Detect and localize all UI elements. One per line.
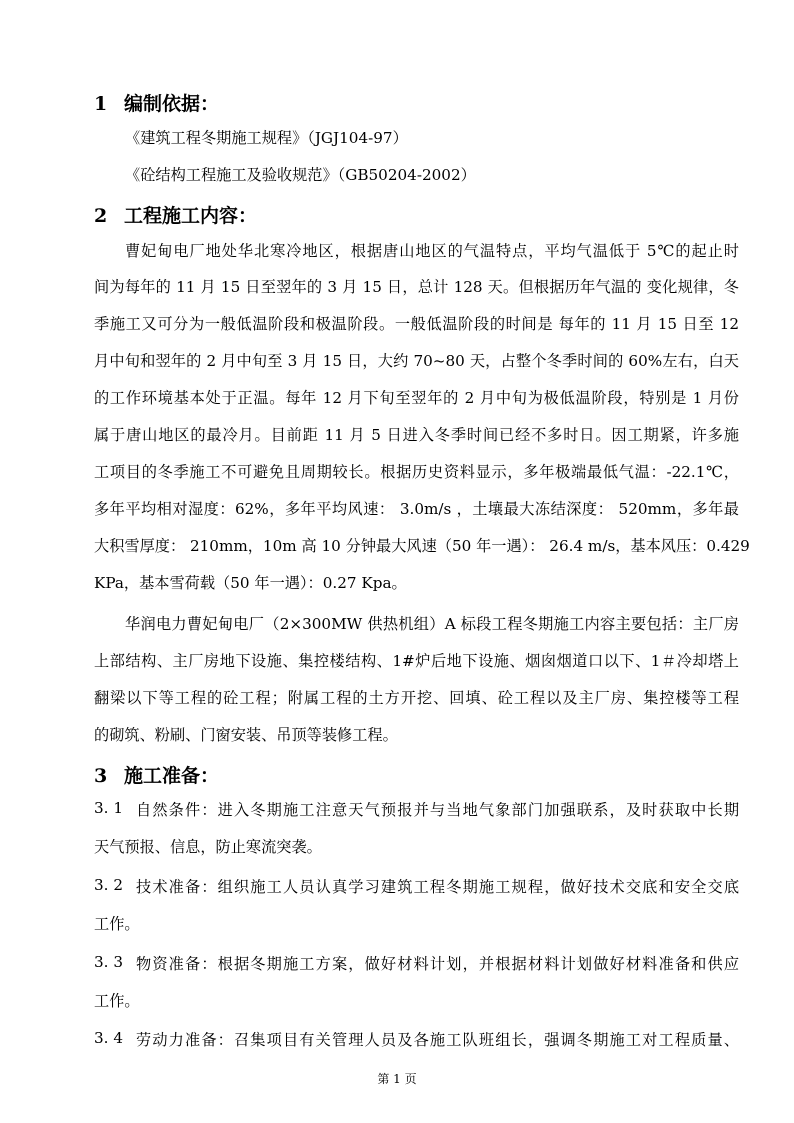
item-line: 自然条件：进入冬期施工注意天气预报并与当地气象部门加强联系，及时获取中长期: [136, 801, 739, 819]
section-title: 施工准备：: [124, 765, 220, 787]
paragraph-line: 翻梁以下等工程的砼工程；附属工程的土方开挖、回填、砼工程以及主厂房、集控楼等工程: [94, 689, 739, 707]
section-number: 1: [94, 93, 108, 115]
paragraph-line: 工项目的冬季施工不可避免且周期较长。根据历史资料显示，多年极端最低气温：-22.1℃，: [94, 463, 739, 481]
item-number: 3. 3: [94, 953, 123, 971]
item-line: 工作。: [94, 915, 140, 933]
paragraph-line: 曹妃甸电厂地处华北寒冷地区，根据唐山地区的气温特点，平均气温低于 5℃的起止时: [125, 242, 739, 260]
item-line: 劳动力准备：召集项目有关管理人员及各施工队班组长，强调冬期施工对工程质量、: [136, 1031, 739, 1049]
paragraph-line: 上部结构、主厂房地下设施、集控楼结构、1#炉后地下设施、烟囱烟道口以下、1＃冷却塔上: [94, 652, 739, 670]
paragraph-line: 间为每年的 11 月 15 日至翌年的 3 月 15 日，总计 128 天。但根据历年气温的 变化规律，冬: [94, 278, 739, 296]
section-title: 工程施工内容：: [124, 205, 258, 227]
item-number: 3. 1: [94, 799, 123, 817]
section-heading: [94, 761, 219, 788]
item-number: 3. 4: [94, 1029, 123, 1047]
section-heading: [94, 89, 219, 116]
paragraph-line: 的工作环境基本处于正温。每年 12 月下旬至翌年的 2 月中旬为极低温阶段，特别是 1 月份: [94, 389, 739, 407]
item-line: 物资准备：根据冬期施工方案，做好材料计划，并根据材料计划做好材料准备和供应: [136, 955, 739, 973]
paragraph-line: 多年平均相对湿度：62%，多年平均风速： 3.0m/s ，土壤最大冻结深度： 520mm，多年最: [94, 500, 739, 518]
reference-line: 《砼结构工程施工及验收规范》（GB50204-2002）: [125, 166, 476, 184]
section-heading: [94, 201, 257, 228]
section-title: 编制依据：: [124, 93, 220, 115]
section-number: 3: [94, 765, 108, 787]
paragraph-line: 的砌筑、粉刷、门窗安装、吊顶等装修工程。: [94, 726, 398, 744]
paragraph-line: 华润电力曹妃甸电厂（2×300MW 供热机组）A 标段工程冬期施工内容主要包括：主厂房: [125, 615, 739, 633]
item-number: 3. 2: [94, 876, 123, 894]
item-line: 技术准备：组织施工人员认真学习建筑工程冬期施工规程，做好技术交底和安全交底: [136, 878, 739, 896]
section-number: 2: [94, 205, 108, 227]
paragraph-line: KPa，基本雪荷载（50 年一遇）：0.27 Kpa。: [94, 574, 407, 592]
page-number: 第 1 页: [377, 1072, 417, 1086]
reference-line: 《建筑工程冬期施工规程》（JGJ104-97）: [125, 129, 408, 147]
paragraph-line: 季施工又可分为一般低温阶段和极温阶段。一般低温阶段的时间是 每年的 11 月 15 日至 12: [94, 315, 739, 333]
item-line: 天气预报、信息，防止寒流突袭。: [94, 838, 322, 856]
paragraph-line: 大积雪厚度： 210mm，10m 高 10 分钟最大风速（50 年一遇）： 26.4 m/s，基本风压：0.429: [94, 537, 750, 555]
item-line: 工作。: [94, 992, 140, 1010]
paragraph-line: 属于唐山地区的最冷月。目前距 11 月 5 日进入冬季时间已经不多时日。因工期紧，许多施: [94, 426, 739, 444]
paragraph-line: 月中旬和翌年的 2 月中旬至 3 月 15 日，大约 70~80 天，占整个冬季时间的 60%左右，白天: [94, 352, 739, 370]
